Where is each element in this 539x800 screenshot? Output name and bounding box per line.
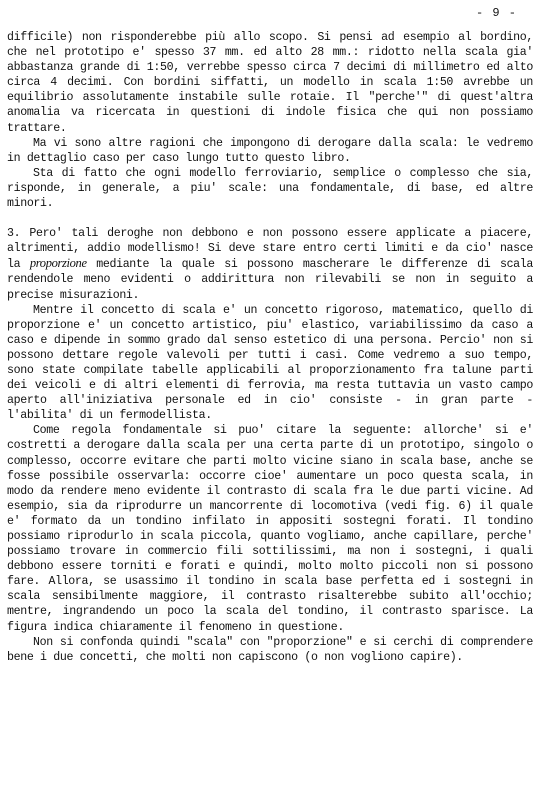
emphasized-term: proporzione [29,256,87,271]
page-number: - 9 - [475,6,517,20]
paragraph-text: difficile) non risponderebbe più allo scopo. Si pensi ad esempio al bordino, che nel prototipo e' spesso 37 mm. ed alto 28 mm.: ridotto nella scala gia' abbastanza grande di 1:50, verrebbe spesso circa 7 decimi di millimetro ed alto circa 4 decimi. Con bordini siffatti, un modello in scala 1:50 avrebbe un equilibrio assolutamente instabile sulle rotaie. Il "perche'" di quest'altra anomalia va ricercata in questioni di indole fisica che qui non possiamo trattare. [7,31,533,135]
section-paragraph [7,226,533,302]
paragraph-text: Ma vi sono altre ragioni che impongono di derogare dalla scala: le vedremo in dettaglio caso per caso lungo tutto questo libro. [7,136,533,165]
paragraph [7,136,533,166]
paragraph-text: Sta di fatto che ogni modello ferroviario, semplice o complesso che sia, risponde, in generale, a piu' scale: una fondamentale, di base, ed altre minori. [7,166,533,211]
paragraph-text: 3. Pero' tali deroghe non debbono e non possono essere applicate a piacere, altrimenti, addio modellismo! Si deve stare entro certi limiti e da cio' nasce la [7,227,533,272]
paragraph [7,166,533,211]
body-text [7,30,533,665]
paragraph-text: Come regola fondamentale si puo' citare la seguente: allorche' si e' costretti a derogare dalla scala per una certa parte di un prototipo, singolo o complesso, occorre evitare che parti molto vicine siano in scala base, anche se fosse possibile osservarla: occorre cioe' aumentare un poco questa scala, in modo da rendere meno evidente il contrasto di scala fra le due parti vicine. Ad esempio, sia da riprodurre un mancorrente di locomotiva (vedi fig. 6) il quale e' formato da un tondino infilato in appositi sostegni forati. Il tondino possiamo riprodurlo in scala piccola, quanto vogliamo, anche capillare, perche' possiamo trovare in commercio fili sottilissimi, ma non i sostegni, i quali debbono essere torniti e forati e quindi, molto molto piccoli non si possono fare. Allora, se usassimo il tondino in scala base perfetta ed i sostegni in scala sensibilmente maggiore, il contrasto risalterebbe subito all'occhio; mentre, ingrandendo un poco la scala del tondino, il contrasto sparisce. La figura indica chiaramente il fenomeno in questione. [7,424,533,634]
paragraph [7,635,533,665]
paragraph [7,423,533,634]
paragraph [7,303,533,424]
paragraph-text: mediante la quale si possono mascherare le differenze di scala rendendole meno evidenti o addirittura non rilevabili se non in seguito a precise misurazioni. [7,258,533,302]
paragraph-text: Non si confonda quindi "scala" con "proporzione" e si cerchi di comprendere bene i due concetti, che molti non capiscono (o non vogliono capire). [7,635,533,664]
paragraph-text: Mentre il concetto di scala e' un concetto rigoroso, matematico, quello di proporzione e' un concetto artistico, piu' elastico, variabilissimo da caso a caso e dipende in sommo grado dal senso estetico di una persona. Percio' non si possono dettare regole valevoli per tutti i casi. Come vedremo a suo tempo, sono state compilate tabelle applicabili al proporzionamento fra talune parti dei veicoli e di altri elementi di ferrovia, ma resta tuttavia un vasto campo aperto all'iniziativa personale ed in cio' consiste - in gran parte - l'abilita' di un fermodellista. [7,303,533,423]
paragraph [7,30,533,136]
